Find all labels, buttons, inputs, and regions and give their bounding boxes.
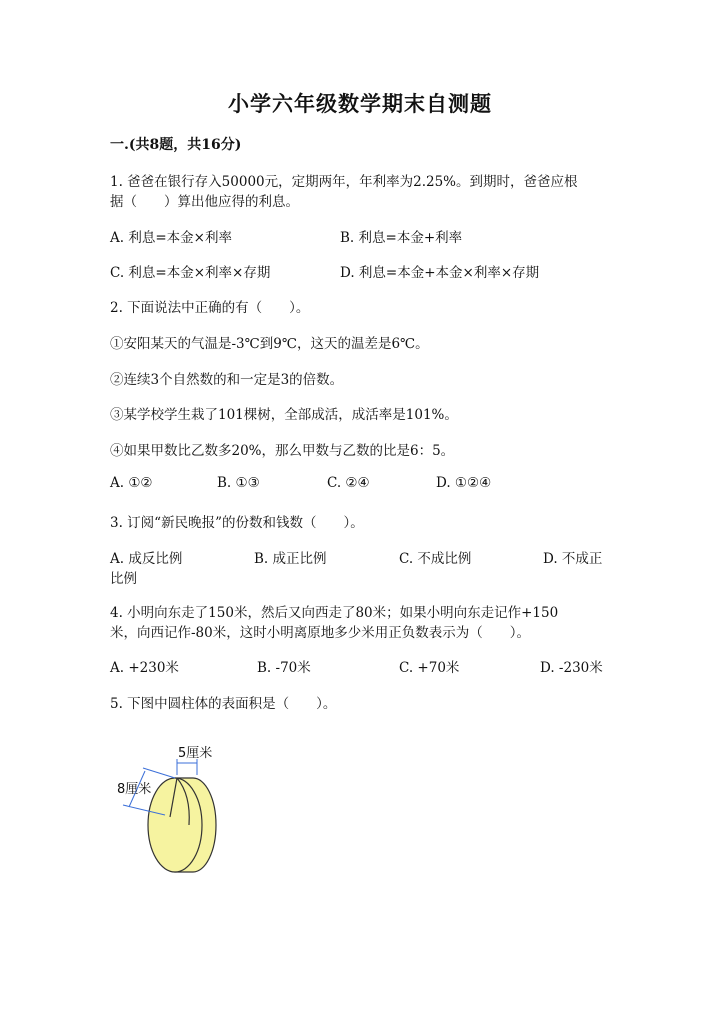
q3-option-b[interactable]: B. 成正比例 [254,551,327,567]
q5-stem: 5. 下图中圆柱体的表面积是（ ）。 [110,696,337,712]
page-title: 小学六年级数学期末自测题 [228,92,492,116]
q2-option-d[interactable]: D. ①②④ [436,475,492,491]
q4-option-d[interactable]: D. -230米 [540,660,603,676]
q2-statement-4: ④如果甲数比乙数多20%，那么甲数与乙数的比是6：5。 [110,443,455,459]
q1-option-b[interactable]: B. 利息=本金+利率 [340,230,463,246]
q4-option-b[interactable]: B. -70米 [257,660,311,676]
q2-option-b[interactable]: B. ①③ [217,475,260,491]
q1-option-d[interactable]: D. 利息=本金+本金×利率×存期 [340,265,540,281]
q1-stem-line-2: 据（ ）算出他应得的利息。 [110,194,299,210]
q1-option-a[interactable]: A. 利息=本金×利率 [110,230,232,246]
q2-option-a[interactable]: A. ①② [110,475,153,491]
section-heading: 一.(共8题，共16分) [110,137,242,153]
q2-statement-2: ②连续3个自然数的和一定是3的倍数。 [110,372,344,388]
q3-option-d-wrap: 比例 [110,571,137,587]
q2-stem: 2. 下面说法中正确的有（ ）。 [110,300,310,316]
diameter-label: 8厘米 [117,782,152,797]
q1-stem-line-1: 1. 爸爸在银行存入50000元，定期两年，年利率为2.25%。到期时，爸爸应根 [110,174,578,190]
q3-option-a[interactable]: A. 成反比例 [110,551,183,567]
q2-option-c[interactable]: C. ②④ [327,475,370,491]
cylinder-figure [105,735,230,880]
q3-stem: 3. 订阅“新民晚报”的份数和钱数（ ）。 [110,515,364,531]
diameter-dimension-line-top [143,768,175,778]
q4-option-c[interactable]: C. +70米 [399,660,460,676]
q4-stem-line-2: 米，向西记作-80米，这时小明离原地多少米用正负数表示为（ ）。 [110,625,530,641]
q3-option-d[interactable]: D. 不成正 [543,551,603,567]
q4-option-a[interactable]: A. +230米 [110,660,179,676]
q4-stem-line-1: 4. 小明向东走了150米，然后又向西走了80米；如果小明向东走记作+150 [110,605,559,621]
height-label: 5厘米 [178,746,213,761]
q2-statement-1: ①安阳某天的气温是-3℃到9℃，这天的温差是6℃。 [110,336,429,352]
q1-option-c[interactable]: C. 利息=本金×利率×存期 [110,265,271,281]
q2-statement-3: ③某学校学生栽了101棵树，全部成活，成活率是101%。 [110,407,458,423]
q3-option-c[interactable]: C. 不成比例 [399,551,472,567]
